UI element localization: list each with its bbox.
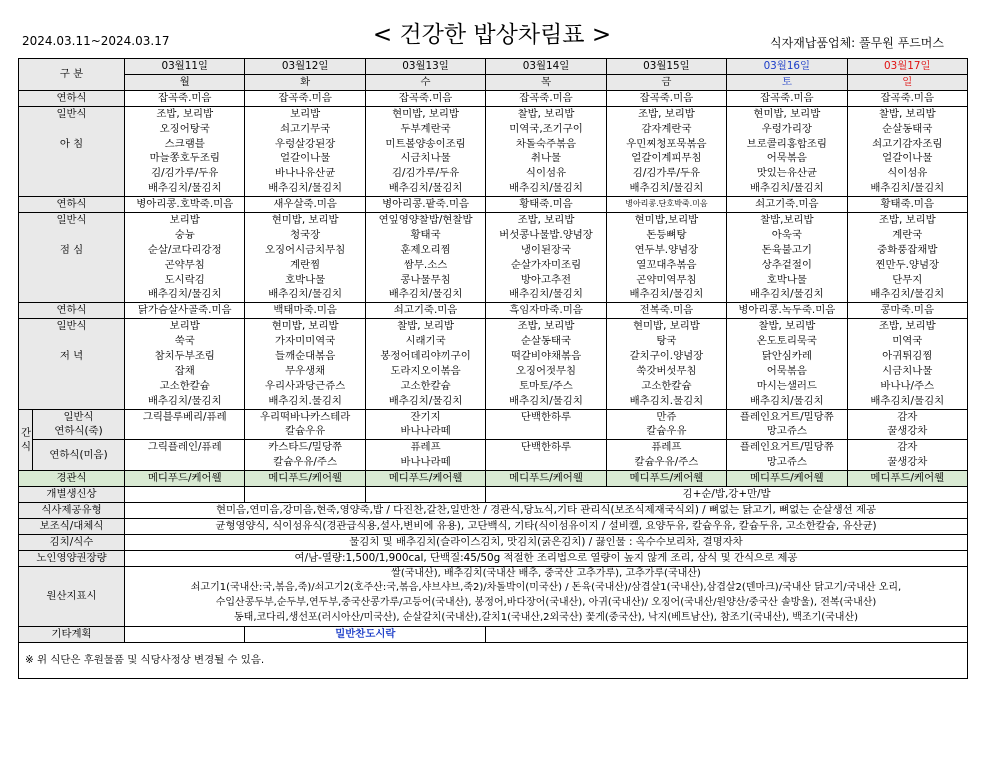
menu-item: 현미밥, 보리밥 — [632, 320, 700, 333]
diet-type-value: 현미음,연미음,강미음,현죽,영양죽,밥 / 다진찬,갈찬,일반찬 / 경관식,당뇨식,기타 관리식(보조식제재국식외) / 뼈없는 닭고기, 뼈없는 순살생선 제공 — [125, 502, 968, 518]
meal-cell — [606, 212, 726, 302]
soft-meal-cell: 잡곡죽.미음 — [245, 90, 365, 106]
empty-cell — [125, 487, 245, 503]
menu-item: 배추김치/물김치 — [268, 288, 343, 301]
menu-item: 바나나라떼 — [400, 425, 451, 438]
label-kimchi: 김치/식수 — [19, 534, 125, 550]
menu-item: 찐만두.양념장 — [875, 258, 940, 271]
label-meal: 저 녁 — [59, 350, 84, 362]
label-general-meal — [19, 319, 125, 409]
date-range: 2024.03.11~2024.03.17 — [22, 34, 170, 48]
label-origin: 원산지표시 — [19, 566, 125, 627]
menu-item: 순살동태국 — [882, 122, 933, 135]
soft-meal-cell: 잡곡죽.미음 — [606, 90, 726, 106]
soft-meal-cell: 새우살죽.미음 — [245, 197, 365, 213]
menu-item: 그릭블루베리/퓨레 — [142, 410, 227, 423]
supplier-info: 식자재납품업체: 풀무원 푸드머스 — [770, 36, 944, 50]
menu-item: 청국장 — [290, 228, 321, 241]
day-date: 03월17일 — [847, 59, 967, 75]
menu-item: 꿀생강차 — [887, 456, 928, 469]
menu-item: 상추겉절이 — [761, 258, 812, 271]
menu-item: 플레인요거트/밀당쮸 — [739, 410, 834, 423]
label-nutrition: 노인영양권장량 — [19, 550, 125, 566]
label-general-meal — [19, 212, 125, 302]
snack-cell — [727, 440, 847, 471]
empty-cell — [245, 487, 365, 503]
menu-item: 망고쥬스 — [766, 456, 807, 469]
menu-item: 김/김가루/두유 — [632, 167, 701, 180]
menu-item: 아욱국 — [771, 228, 802, 241]
label-char: 간 — [21, 426, 32, 439]
menu-item: 카스타드/밀당쮸 — [268, 441, 343, 454]
snack-cell — [365, 409, 485, 440]
menu-item: 배추김치/물김치 — [629, 182, 704, 195]
snack-cell — [245, 440, 365, 471]
menu-item: 그릭플레인/퓨레 — [147, 441, 222, 454]
menu-item: 참치두부조림 — [154, 350, 215, 362]
menu-item: 배추김치/물김치 — [870, 288, 945, 301]
meal-cell — [727, 212, 847, 302]
origin-value — [125, 566, 968, 627]
menu-item: 조밥, 보리밥 — [878, 320, 936, 333]
menu-item: 감자 — [897, 441, 918, 454]
menu-item: 조밥, 보리밥 — [156, 107, 214, 120]
menu-item: 갈치구이.양념장 — [629, 350, 704, 362]
menu-item: 아귀튀김찜 — [882, 350, 933, 362]
menu-item: 바나나/주스 — [880, 379, 935, 392]
menu-item — [488, 424, 603, 439]
menu-item: 우민찌청포묵볶음 — [626, 137, 707, 150]
menu-item: 배추김치/물김치 — [749, 394, 824, 407]
menu-item: 배추김치.물김치 — [629, 394, 704, 407]
menu-item: 배추김치/물김치 — [870, 394, 945, 407]
menu-item — [127, 455, 242, 470]
label-supplement: 보조식/대체식 — [19, 518, 125, 534]
menu-item: 도시락김 — [164, 273, 205, 286]
menu-item: 황태국 — [410, 228, 441, 241]
day-date: 03월12일 — [245, 59, 365, 75]
origin-line: 수입산콩두부,순두부,연두부,중국산콩가루/고등어(국내산), 봉정어,바다장어(국내산), 아귀(국내산)/ 오징어(국내산/원양산/중국산 솔방울), 전복(국내산) — [215, 597, 877, 609]
menu-item: 곤약미역무침 — [636, 273, 697, 286]
empty-cell — [365, 487, 485, 503]
menu-item: 호박나물 — [285, 273, 326, 286]
label-soft: 연하식 — [19, 90, 125, 106]
menu-item: 감자계란국 — [641, 122, 692, 135]
menu-item: 퓨레프 — [651, 441, 682, 454]
day-of-week: 수 — [365, 74, 485, 90]
menu-item: 찰밥, 보리밥 — [397, 320, 454, 333]
menu-item: 배추김치.물김치 — [268, 394, 342, 407]
menu-item: 호박나물 — [766, 273, 807, 286]
label-soft: 연하식 — [19, 303, 125, 319]
day-date: 03월15일 — [606, 59, 726, 75]
page-title: < 건강한 밥상차림표 > — [372, 22, 612, 48]
label-snack-soft: 연하식(미음) — [33, 440, 125, 471]
menu-item: 무우생채 — [285, 364, 326, 377]
label-line: 연하식(죽) — [54, 425, 103, 438]
soft-meal-cell: 황태죽.미음 — [486, 197, 606, 213]
menu-item: 계란찜 — [290, 258, 321, 271]
snack-cell — [486, 440, 606, 471]
menu-item: 배추김치/물김치 — [388, 182, 463, 195]
menu-item: 토마토/주스 — [519, 379, 573, 392]
day-of-week: 금 — [606, 74, 726, 90]
menu-item: 현미밥,보리밥 — [634, 213, 699, 226]
menu-item: 오징어시금치무침 — [264, 243, 346, 256]
empty-cell — [125, 627, 245, 643]
menu-item: 식이섬유 — [525, 167, 567, 180]
origin-line: 쇠고기1(국내산:국,볶음,죽)/쇠고기2(호주산:국,볶음,샤브샤브,죽2)/차돌박이(미국산) / 돈육(국내산)/삼겹살1(국내산),삼겹살2(덴마크)/국내산 닭고기/국내산 오리, — [190, 582, 902, 594]
menu-item: 찰밥, 보리밥 — [517, 107, 575, 120]
menu-item: 배추김치/물김치 — [509, 182, 583, 195]
menu-item: 취나물 — [530, 152, 562, 165]
menu-item: 연두부.양념장 — [634, 243, 699, 256]
snack-cell — [245, 409, 365, 440]
meal-cell — [245, 212, 365, 302]
label-diet-type: 식사제공유형 — [19, 502, 125, 518]
menu-item: 쇠고기무국 — [280, 122, 331, 135]
meal-cell — [847, 319, 967, 409]
menu-item: 닭안심카레 — [761, 350, 812, 362]
nutrition-value: 여/남-열량:1,500/1,900cal, 단백질:45/50g 적절한 조리법으로 열량이 높지 않게 조리, 삼식 및 간식으로 제공 — [125, 550, 968, 566]
label-general: 일반식 — [56, 213, 87, 226]
menu-item: 떡갈비야채볶음 — [510, 350, 582, 362]
menu-item: 감자 — [897, 410, 918, 423]
menu-item: 고소한칼슘 — [159, 379, 210, 392]
menu-item: 쑥국 — [174, 335, 195, 348]
menu-item: 탕국 — [656, 335, 677, 348]
menu-item: 차돌숙주볶음 — [515, 137, 577, 150]
menu-item: 오징어탕국 — [159, 122, 210, 135]
menu-item: 보리밥 — [290, 107, 321, 120]
menu-item: 열꼬대추볶음 — [636, 258, 697, 271]
soft-meal-cell: 쇠고기죽.미음 — [365, 303, 485, 319]
menu-item: 꿀생강차 — [887, 425, 928, 438]
menu-item: 칼슘우유/주스 — [273, 456, 338, 469]
meal-cell — [245, 319, 365, 409]
menu-item: 얼갈이나물 — [882, 152, 933, 165]
soft-meal-cell: 잡곡죽.미음 — [125, 90, 245, 106]
day-date: 03월16일 — [727, 59, 847, 75]
menu-item: 순살가자미조림 — [510, 258, 582, 271]
menu-item: 만쥬 — [656, 410, 677, 423]
label-char: 식 — [21, 440, 32, 453]
snack-cell — [847, 440, 967, 471]
label-soft: 연하식 — [19, 197, 125, 213]
menu-item: 배추김치/물김치 — [509, 394, 583, 407]
label-general: 일반식 — [56, 107, 87, 120]
meal-cell — [486, 319, 606, 409]
menu-item: 단백한하루 — [520, 410, 572, 423]
soft-meal-cell: 황태죽.미음 — [847, 197, 967, 213]
meal-cell — [486, 212, 606, 302]
label-other: 기타계획 — [19, 627, 125, 643]
tube-cell: 메디푸드/케어웰 — [365, 471, 485, 487]
menu-item: 찰밥, 보리밥 — [758, 320, 816, 333]
menu-item: 칼슘우유 — [285, 425, 326, 438]
meal-cell — [847, 212, 967, 302]
header-gubun: 구 분 — [19, 59, 125, 91]
menu-item: 잡채 — [174, 364, 195, 377]
menu-item: 식이섬유 — [887, 167, 928, 180]
menu-item: 마늘쫑호두조림 — [149, 152, 220, 165]
meal-cell — [606, 106, 726, 196]
menu-item: 망고쥬스 — [766, 425, 807, 438]
menu-item: 돈등뼈탕 — [646, 228, 687, 241]
soft-meal-cell: 잡곡죽.미음 — [365, 90, 485, 106]
menu-item: 플레인요거트/밀당쮸 — [739, 441, 834, 454]
menu-item: 미트볼양송이조림 — [385, 137, 466, 150]
menu-item: 연잎영양찰밥/현찰밥 — [378, 213, 473, 226]
empty-cell — [486, 627, 968, 643]
menu-item: 방아고추전 — [520, 273, 572, 286]
menu-item: 어묵볶음 — [766, 364, 807, 377]
menu-item: 미역국,조기구이 — [509, 122, 583, 135]
menu-item: 현미밥, 보리밥 — [271, 320, 339, 333]
snack-cell — [365, 440, 485, 471]
snack-cell — [606, 440, 726, 471]
menu-item: 우리떡바나카스테라 — [259, 410, 351, 423]
menu-item: 순살동태국 — [520, 335, 572, 348]
menu-item: 시금치나물 — [400, 152, 451, 165]
tube-cell: 메디푸드/케어웰 — [245, 471, 365, 487]
menu-item: 조밥, 보리밥 — [517, 320, 575, 333]
menu-item: 시래기국 — [405, 335, 446, 348]
menu-item: 두부계란국 — [400, 122, 451, 135]
menu-item: 배추김치/물김치 — [870, 182, 945, 195]
menu-item: 현미밥, 보리밥 — [271, 213, 339, 226]
menu-item: 버섯콩나물밥.양념장 — [499, 228, 593, 241]
menu-item: 계란국 — [892, 228, 923, 241]
meal-cell — [365, 212, 485, 302]
snack-cell — [606, 409, 726, 440]
soft-meal-cell: 잡곡죽.미음 — [847, 90, 967, 106]
soft-meal-cell: 병아리콩.호박죽.미음 — [125, 197, 245, 213]
meal-cell — [486, 106, 606, 196]
menu-item: 훈제오리찜 — [400, 243, 451, 256]
soft-meal-cell: 닭가슴살사골죽.미음 — [125, 303, 245, 319]
day-date: 03월11일 — [125, 59, 245, 75]
menu-item: 칼슘우유/주스 — [634, 456, 699, 469]
menu-item: 돈육불고기 — [761, 243, 812, 256]
menu-item — [488, 455, 603, 470]
menu-item: 중화풍잡채밥 — [877, 243, 938, 256]
menu-item: 김/김가루/두유 — [391, 167, 460, 180]
menu-item: 마시는샐러드 — [756, 379, 817, 392]
menu-item: 콩나물무침 — [400, 273, 451, 286]
menu-item: 배추김치/물김치 — [509, 288, 583, 301]
menu-item: 배추김치/물김치 — [629, 288, 704, 301]
label-general-meal — [19, 106, 125, 196]
menu-item: 조밥, 보리밥 — [638, 107, 695, 120]
label-snack — [19, 409, 33, 471]
meal-cell — [847, 106, 967, 196]
soft-meal-cell: 백태마죽.미음 — [245, 303, 365, 319]
label-meal: 점 심 — [59, 243, 84, 256]
soft-meal-cell: 전복죽.미음 — [606, 303, 726, 319]
menu-item: 도라지오이볶음 — [390, 364, 461, 377]
menu-item: 브로콜리홍합조림 — [746, 137, 827, 150]
day-of-week: 토 — [727, 74, 847, 90]
menu-item: 배추김치/물김치 — [147, 288, 222, 301]
day-date: 03월14일 — [486, 59, 606, 75]
menu-item: 우렁가리장 — [761, 122, 812, 135]
other-value: 밀반찬도시락 — [245, 627, 486, 643]
tube-cell: 메디푸드/케어웰 — [486, 471, 606, 487]
menu-table — [18, 58, 968, 679]
menu-item: 배추김치/물김치 — [749, 288, 824, 301]
menu-item: 맛있는유산균 — [756, 167, 817, 180]
menu-item: 현미밥, 보리밥 — [753, 107, 821, 120]
soft-meal-cell: 콩마죽.미음 — [847, 303, 967, 319]
label-line: 일반식 — [63, 410, 94, 423]
soft-meal-cell: 쇠고기죽.미음 — [727, 197, 847, 213]
menu-item: 칼슘우유 — [646, 425, 687, 438]
tube-cell: 메디푸드/케어웰 — [847, 471, 967, 487]
menu-item: 쇠고기감자조림 — [872, 137, 943, 150]
menu-item: 얼갈이나물 — [280, 152, 331, 165]
meal-cell — [125, 319, 245, 409]
menu-item: 찰밥, 보리밥 — [878, 107, 936, 120]
menu-item: 김/김가루/두유 — [151, 167, 219, 180]
menu-item: 봉정어데리야끼구이 — [380, 350, 471, 362]
meal-cell — [125, 212, 245, 302]
label-general: 일반식 — [56, 320, 87, 333]
menu-item: 단무지 — [892, 273, 923, 286]
menu-item: 냉이된장국 — [520, 243, 572, 256]
menu-item: 시금치나물 — [882, 364, 933, 377]
origin-line: 쌀(국내산), 배추김치(국내산 배추, 중국산 고추가루), 고추가루(국내산) — [391, 567, 701, 579]
menu-item: 배추김치/물김치 — [147, 182, 222, 195]
menu-item: 미역국 — [892, 335, 923, 348]
label-snack-general — [33, 409, 125, 440]
menu-item: 스크램블 — [164, 137, 205, 150]
tube-cell: 메디푸드/케어웰 — [606, 471, 726, 487]
menu-item: 얼갈이계피무침 — [631, 152, 702, 165]
menu-item: 조밥, 보리밥 — [517, 213, 575, 226]
meal-cell — [245, 106, 365, 196]
menu-item: 배추김치/물김치 — [388, 288, 463, 301]
kimchi-value: 물김치 및 배추김치(슬라이스김치, 맛김치(굵은김치) / 끓인물 : 옥수수보리차, 결명자차 — [125, 534, 968, 550]
menu-item: 배추김치/물김치 — [388, 394, 463, 407]
day-of-week: 월 — [125, 74, 245, 90]
menu-item: 현미밥, 보리밥 — [392, 107, 459, 120]
menu-item: 단백한하루 — [520, 441, 572, 454]
meal-cell — [727, 106, 847, 196]
meal-cell — [125, 106, 245, 196]
snack-cell — [847, 409, 967, 440]
label-special: 개별생신상 — [19, 487, 125, 503]
soft-meal-cell: 병아리콩.단호박죽.미음 — [606, 197, 726, 213]
menu-item: 고소한칼슘 — [400, 379, 451, 392]
menu-item: 조밥, 보리밥 — [878, 213, 936, 226]
menu-item: 순살/코다리강정 — [147, 243, 222, 256]
supplement-value: 균형영양식, 식이섬유식(경관급식용,설사,변비에 유용), 고단백식, 기타(식이섬유이지 / 설비켈, 요양두유, 칼슘우유, 칼슘두유, 고소한칼슘, 유산균) — [125, 518, 968, 534]
menu-item: 곤약무침 — [164, 258, 205, 271]
soft-meal-cell: 잡곡죽.미음 — [727, 90, 847, 106]
menu-item: 들깨순대볶음 — [275, 350, 336, 362]
day-of-week: 일 — [847, 74, 967, 90]
soft-meal-cell: 잡곡죽.미음 — [486, 90, 606, 106]
label-tube: 경관식 — [19, 471, 125, 487]
soft-meal-cell: 병아리콩.팥죽.미음 — [365, 197, 485, 213]
soft-meal-cell: 병아리콩.녹두죽.미음 — [727, 303, 847, 319]
tube-cell: 메디푸드/케어웰 — [125, 471, 245, 487]
meal-cell — [606, 319, 726, 409]
menu-item: 배추김치/물김치 — [749, 182, 824, 195]
menu-item: 보리밥 — [169, 213, 200, 226]
menu-item: 쑥갓버섯무침 — [636, 364, 697, 377]
menu-item: 숭늉 — [174, 228, 195, 241]
menu-item — [127, 424, 242, 439]
snack-cell — [125, 440, 245, 471]
menu-item: 배추김치/물김치 — [268, 182, 343, 195]
menu-item: 바나나라떼 — [400, 456, 451, 469]
day-of-week: 목 — [486, 74, 606, 90]
day-of-week: 화 — [245, 74, 365, 90]
menu-item: 가자미미역국 — [275, 335, 336, 348]
menu-item: 배추김치/물김치 — [147, 394, 222, 407]
menu-item: 고소한칼슘 — [641, 379, 692, 392]
menu-item: 찰밥,보리밥 — [760, 213, 814, 226]
snack-cell — [125, 409, 245, 440]
label-meal: 아 침 — [59, 137, 84, 150]
special-value: 김+순/밥,강+만/밥 — [486, 487, 968, 503]
soft-meal-cell: 흑임자마죽.미음 — [486, 303, 606, 319]
menu-item: 보리밥 — [169, 320, 200, 333]
menu-item: 우리사과당근쥬스 — [264, 379, 346, 392]
menu-item: 온도토리묵국 — [756, 335, 817, 348]
menu-item: 잔기지 — [410, 410, 441, 423]
menu-item: 바나나유산균 — [275, 167, 336, 180]
day-date: 03월13일 — [365, 59, 485, 75]
meal-cell — [365, 106, 485, 196]
menu-item: 어묵볶음 — [766, 152, 807, 165]
meal-cell — [727, 319, 847, 409]
footnote: ※ 위 식단은 후원물품 및 식당사정상 변경될 수 있음. — [19, 643, 968, 679]
meal-cell — [365, 319, 485, 409]
menu-item: 퓨레프 — [410, 441, 441, 454]
tube-cell: 메디푸드/케어웰 — [727, 471, 847, 487]
snack-cell — [486, 409, 606, 440]
menu-item: 오징어젓무침 — [515, 364, 577, 377]
origin-line: 동태,코다리,생선포(러시아산/미국산), 순살갈치(국내산),갈치1(국내산,2외국산) 꽃게(중국산), 낙지(베트남산), 참조기(국내산), 백조기(국내산) — [234, 612, 859, 624]
menu-item: 쌈무.소스 — [403, 258, 448, 271]
snack-cell — [727, 409, 847, 440]
menu-item: 우렁살강된장 — [275, 137, 336, 150]
